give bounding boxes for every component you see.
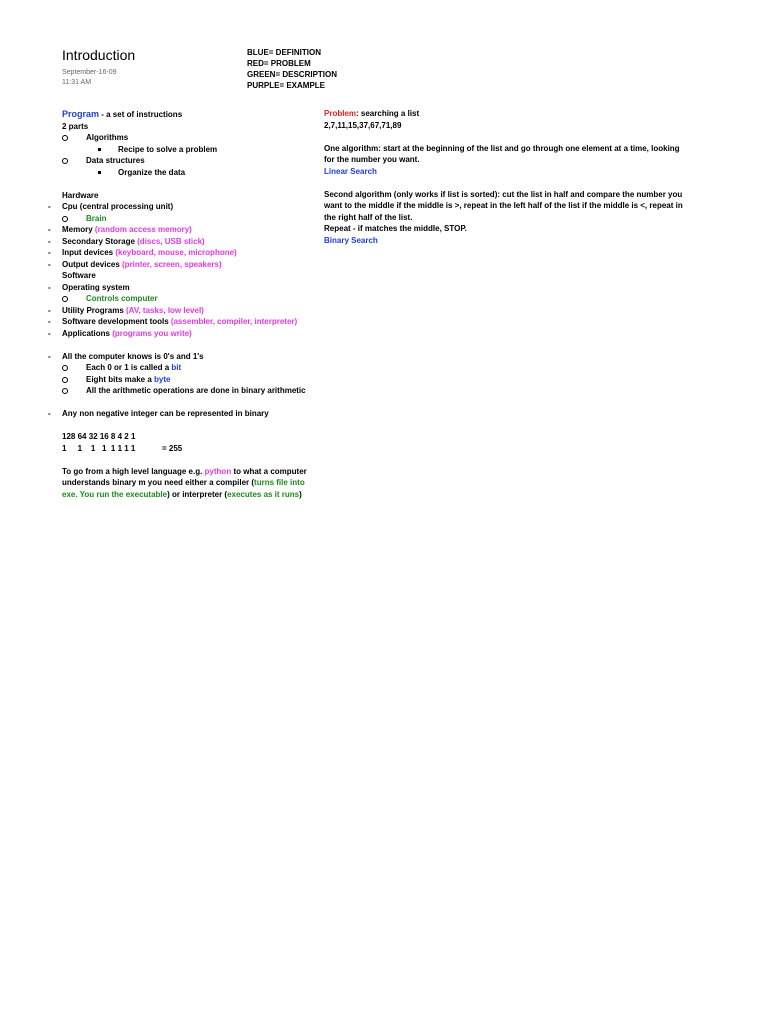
page-time: 11:31 AM: [62, 79, 92, 86]
bullet-square-icon: [98, 148, 101, 151]
legend-green: GREEN= DESCRIPTION: [247, 70, 338, 79]
problem-line: Problem: searching a list: [324, 109, 420, 118]
list-item-organize: Organize the data: [62, 167, 317, 179]
list-item-output: - Output devices (printer, screen, speakers): [48, 259, 222, 269]
list-item-memory: - Memory (random access memory): [48, 225, 192, 234]
page-title: Introduction: [62, 47, 136, 63]
bullet-circle-icon: [62, 216, 68, 222]
list-item-bit: Each 0 or 1 is called a bit: [62, 362, 317, 374]
list-item-byte: Eight bits make a byte: [62, 374, 317, 386]
legend-red: RED= PROBLEM: [247, 59, 311, 68]
linear-search-term: Linear Search: [324, 166, 377, 176]
bullet-circle-icon: [62, 135, 68, 141]
two-parts: 2 parts: [62, 121, 89, 131]
page-date: September-16-09: [62, 69, 117, 76]
list-item-algorithms: Algorithms: [62, 132, 317, 144]
binary-powers: 128 64 32 16 8 4 2 1: [62, 432, 136, 441]
list-item-brain: Brain: [62, 213, 317, 225]
bullet-circle-icon: [62, 365, 68, 371]
bullet-circle-icon: [62, 388, 68, 394]
list-item-knows: - All the computer knows is 0's and 1's: [48, 351, 204, 361]
list-item-input: - Input devices (keyboard, mouse, microphone): [48, 248, 237, 257]
bullet-circle-icon: [62, 296, 68, 302]
list-item-data-structures: Data structures: [62, 155, 317, 167]
togo-paragraph: To go from a high level language e.g. python to what a computer understands binary m you need either a compiler (turns file into exe. You run the executable) or interpreter (executes as it runs): [62, 466, 307, 499]
list-item-utility: - Utility Programs (AV, tasks, low level): [48, 305, 204, 315]
legend-purple: PURPLE= EXAMPLE: [247, 81, 326, 90]
list-item-recipe: Recipe to solve a problem: [62, 144, 317, 156]
bullet-circle-icon: [62, 158, 68, 164]
bullet-circle-icon: [62, 377, 68, 383]
left-column: [48, 109, 317, 500]
program-line: [62, 109, 317, 121]
binary-search-term: Binary Search: [324, 235, 378, 245]
program-definition: - a set of instructions: [99, 110, 183, 119]
color-legend: [247, 47, 337, 91]
algorithm-two: Second algorithm (only works if list is sorted): cut the list in half and compare the number you want to the middle if the middle is >, repeat in the left half of the list if the middle is <, repeat in the right half of the list.: [324, 189, 683, 222]
problem-term: Problem: [324, 109, 357, 118]
software-heading: Software: [62, 271, 96, 280]
bullet-square-icon: [98, 171, 101, 174]
list-item-nonneg: - Any non negative integer can be represented in binary: [48, 409, 269, 418]
list-item-os: - Operating system: [48, 282, 130, 292]
list-item-apps: - Applications (programs you write): [48, 328, 192, 338]
list-item-controls: Controls computer: [62, 293, 317, 305]
program-term: Program: [62, 109, 100, 119]
list-item-arith: All the arithmetic operations are done in binary arithmetic: [62, 385, 317, 397]
list-item-sdt: - Software development tools (assembler, compiler, interpreter): [48, 317, 298, 326]
list-item-cpu: - Cpu (central processing unit): [48, 202, 174, 211]
list-item-secondary: - Secondary Storage (discs, USB stick): [48, 236, 205, 246]
right-column: [324, 108, 684, 246]
binary-ones: 1 1 1 1 1 1 1 1 = 255: [62, 443, 183, 453]
hardware-heading: Hardware: [62, 190, 99, 200]
algorithm-one: One algorithm: start at the beginning of the list and go through one element at a time, looking for the number you want.: [324, 143, 680, 164]
repeat-line: Repeat - if matches the middle, STOP.: [324, 224, 467, 233]
problem-list: 2,7,11,15,37,67,71,89: [324, 120, 402, 130]
legend-blue: BLUE= DEFINITION: [247, 48, 322, 57]
